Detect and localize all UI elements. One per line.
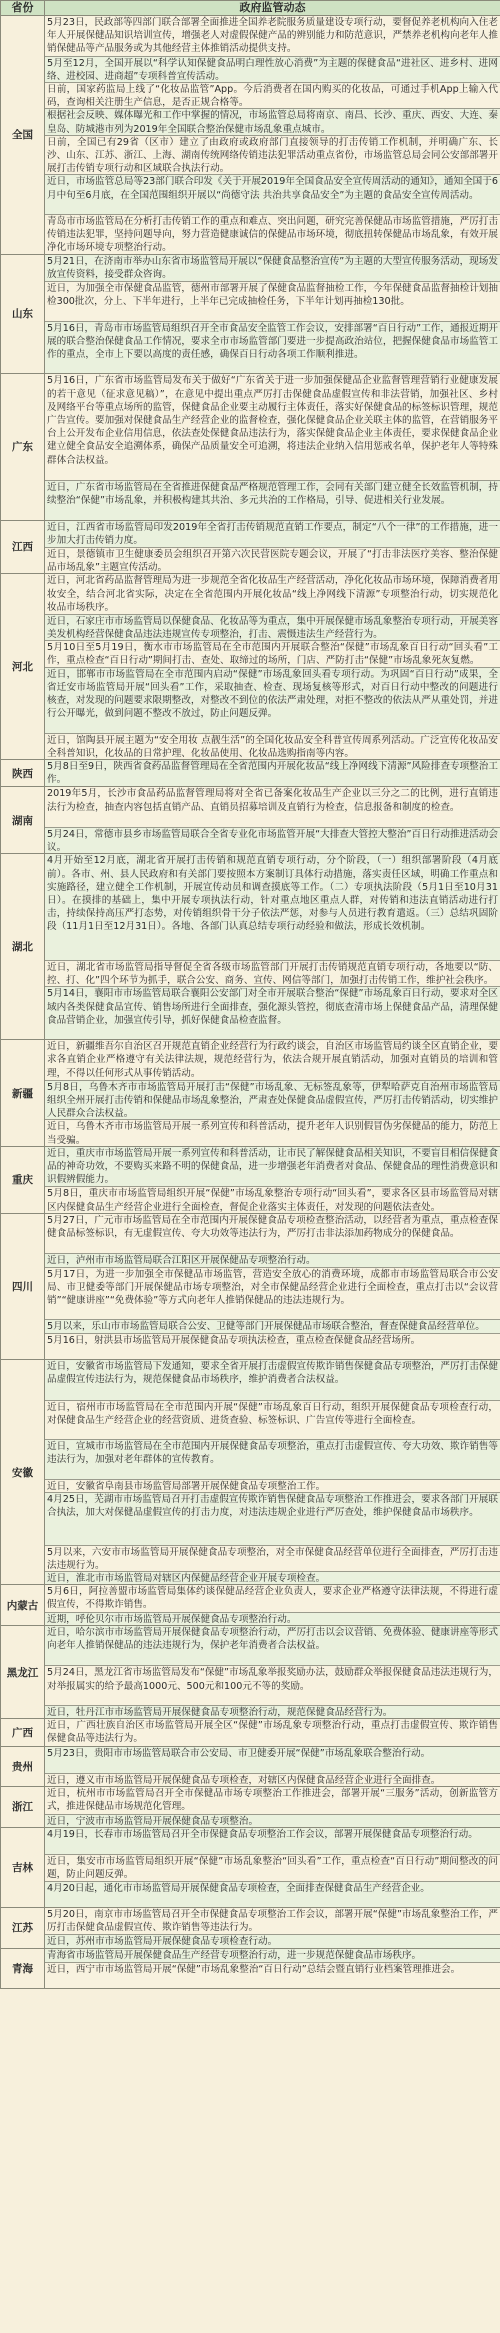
- update-entry: 5月8日，重庆市市场监管局组织开展“保健”市场乱象整治专项行动“回头看”，要求各区县市场监管局对辖区内保健食品生产经营企业进行全面检查，督促企业落实主体责任，对发现的问题依法查处。: [47, 1188, 498, 1213]
- update-entry: 近日，淮北市市场监管局对辖区内保健品经营企业开展专项检查。: [45, 1571, 500, 1584]
- update-entry: 近日，石家庄市市场监管局以保健食品、化妆品等为重点，集中开展保健市场乱象整治专项行动，开展美容美发机构经营保健食品违法违规宣传专项整治，打击、震慑违法生产经营行为。: [47, 615, 498, 641]
- updates-cell: [45, 1787, 500, 1828]
- update-entry: 5月以来，六安市市场监管局开展保健食品专项整治，对全市保健食品经营单位进行全面排查，严厉打击违法违规行为。: [47, 1546, 498, 1571]
- update-entry: 近日，广东省市场监管局在全省推进保健食品严格规范管理工作，会同有关部门建立健全长效监管机制，持续整治“保健”市场乱象，并积极构建其共治、多元共治的工作格局，引导、促进相关行业发展。: [45, 480, 500, 520]
- table-row: [1, 854, 500, 1040]
- updates-cell: [45, 1907, 500, 1948]
- update-entry: 近日，牡丹江市市场监管局开展保健食品专项整治行动，规范保健食品经营行为。: [45, 1705, 500, 1718]
- update-entry: 近日，集安市市场监管局组织开展“保健”市场乱象整治“回头看”工作，重点检查“百日行动”期间整改的问题，防止问题反弹。: [47, 1856, 498, 1881]
- update-entry: 近日，市场监管总局等23部门联合印发《关于开展2019年全国食品安全宣传周活动的通知》，通知全国于6月中旬至6月底，在全国范围组织开展以“尚德守法 共治共享食品安全”为主题的食品安全宣传周活动。: [45, 174, 500, 214]
- table-row: [1, 1625, 500, 1718]
- update-entry: 近日，杭州市市场监管局召开全市保健品市场专项整治工作推进会，部署开展“三服务”活动，创新监管方式，推进保健品市场规范化管理。: [47, 1788, 498, 1813]
- updates-cell: [45, 16, 500, 255]
- updates-cell: [45, 1040, 500, 1147]
- province-cell: 青海: [1, 1948, 45, 1989]
- updates-cell: [45, 254, 500, 374]
- province-cell: 重庆: [1, 1146, 45, 1213]
- table-row: [1, 1827, 500, 1907]
- update-entry: 4月20日起，通化市市场监管局开展保健食品专项检查，全面排查保健食品生产经营企业。: [45, 1881, 500, 1907]
- update-entry: 2019年5月，长沙市食品药品监督管理局将对全省已备案化妆品生产企业以三分之二的比例，进行直销违法行为检查，抽查内容包括直销产品、直销员招募培训及直销行为检查，信息报备和制度的检查。: [45, 787, 500, 827]
- updates-cell: [45, 1827, 500, 1907]
- updates-cell: [45, 1359, 500, 1584]
- update-entry: 近日，乌鲁木齐市市场监管局开展一系列宣传和科普活动，提升老年人识别假冒伪劣保健品的能力，防范上当受骗。: [47, 1121, 498, 1146]
- updates-cell: [45, 1625, 500, 1718]
- province-cell: 陕西: [1, 760, 45, 787]
- province-cell: 新疆: [1, 1040, 45, 1147]
- update-entry: 5月16日，青岛市市场监管局组织召开全市食品安全监管工作会议，安排部署“百日行动”工作，通报近期开展的联合整治保健食品工作情况，要求全市市场监管部门要进一步提高政治站位，把握保健食品市场监管工作的重点，全市上下要以高度的责任感，确保百日行动各项工作顺利推进。: [45, 321, 500, 374]
- table-row: [1, 520, 500, 574]
- province-cell: 安徽: [1, 1359, 45, 1584]
- table-row: [1, 254, 500, 374]
- update-entry: 近期，呼伦贝尔市市场监管局开展保健食品专项整治行动。: [45, 1612, 500, 1625]
- update-entry: 青岛市市场监管局在分析打击传销工作的重点和难点、突出问题，研究完善保健品市场监管措施，严厉打击传销违法犯罪，坚持问题导向，努力营造健康诚信的保健品市场环境，彻底扭转保健品市场乱象，有效开展净化市场环境专项整治行动。: [47, 215, 498, 254]
- updates-cell: [45, 520, 500, 574]
- update-entry: 根据社会反映、媒体曝光和工作中掌握的情况，市场监管总局将南京、南昌、长沙、重庆、西安、大连、秦皇岛、防城港市列为2019年全国联合整治保健市场乱象重点城市。: [47, 110, 498, 135]
- update-entry: 近日，宁波市市场监管局开展保健食品专项整治。: [45, 1814, 500, 1827]
- province-header: 省份: [1, 1, 45, 16]
- updates-header: 政府监管动态: [45, 1, 500, 16]
- table-row: [1, 16, 500, 255]
- update-entry: 5月至12月，全国开展以“科学认知保健食品明白理性放心消费”为主题的保健食品“进社区、进乡村、进网络、进校园、进商超”专项科普宣传活动。: [47, 57, 498, 82]
- update-entry: 5月23日，贵阳市市场监管局联合市公安局、市卫健委开展“保健”市场乱象联合整治行动。: [45, 1747, 500, 1773]
- province-cell: 湖南: [1, 787, 45, 854]
- update-entry: 近日，重庆市市场监管局开展一系列宣传和科普活动，让市民了解保健食品相关知识，不要盲目相信保健食品的神奇功效，不要购买来路不明的保健食品，进一步增强老年消费者对食品、保健食品的理性消费意识和识假辨假能力。: [47, 1147, 498, 1186]
- update-entry: 日前，全国已有29省（区市）建立了由政府或政府部门直接领导的打击传销工作机制，并明确广东、长沙、山东、江苏、浙江、上海、湖南传统网络传销违法犯罪活动重点省份，市场监管总局会同公安部部署开展打击传销专项行动和区域联合执法行动。: [47, 136, 498, 175]
- province-cell: 黑龙江: [1, 1625, 45, 1718]
- update-entry: 4月19日，长春市市场监管局召开全市保健食品专项整治工作会议，部署开展保健食品专项整治行动。: [45, 1828, 500, 1854]
- updates-cell: [45, 1146, 500, 1213]
- update-entry: 近日，安徽省阜南县市场监管局部署开展保健食品专项整治工作。: [45, 1479, 500, 1492]
- update-entry: 5月6日，阿拉善盟市场监管局集体约谈保健品经营企业负责人，要求企业严格遵守法律法规，不得进行虚假宣传，不得欺诈销售。: [47, 1586, 498, 1611]
- updates-cell: [45, 1948, 500, 1989]
- table-row: [1, 374, 500, 520]
- update-entry: 近日，西宁市市场监管局开展“保健”市场乱象整治“百日行动”总结会暨直销行业档案管理推进会。: [45, 1962, 500, 1988]
- province-cell: 河北: [1, 574, 45, 760]
- updates-cell: [45, 1585, 500, 1626]
- province-cell: 湖北: [1, 854, 45, 1040]
- update-entry: 近日，宿州市市场监管局在全市范围内开展“保健”市场乱象百日行动，组织开展保健食品专项检查行动，对保健食品生产经营企业的经营资质、进货查验、标签标识、广告宣传等进行全面检查。: [45, 1400, 500, 1440]
- province-cell: 江西: [1, 520, 45, 574]
- update-entry: 近日，苏州市市场监管局开展保健食品专项检查行动。: [45, 1934, 500, 1947]
- table-row: [1, 1907, 500, 1948]
- table-row: [1, 1746, 500, 1787]
- table-row: [1, 760, 500, 787]
- province-cell: 江苏: [1, 1907, 45, 1948]
- update-entry: 5月23日，民政部等四部门联合部署全面推进全国养老院服务质量建设专项行动，要督促养老机构向入住老年人开展保健品知识培训宣传，增强老人对虚假保健产品的辨别能力和防范意识，严禁养老机构向老年人推销保健品等产品服务或为其他经营主体推销活动提供支持。: [47, 17, 498, 55]
- update-entry: 近日，广西壮族自治区市场监管局开展全区“保健”市场乱象专项整治行动，重点打击虚假宣传、欺诈销售保健食品等违法行为。: [47, 1720, 498, 1745]
- update-entry: 近日，泸州市市场监管局联合江阳区开展保健品专项整治行动。: [45, 1253, 500, 1266]
- update-entry: 近日，馆陶县开展主题为“安全用妆 点靓生活”的全国化妆品安全科普宣传周系列活动。广泛宣传化妆品安全科普知识，化妆品的日常护理、化妆品使用、化妆品选购指南等内容。: [47, 734, 498, 759]
- update-entry: 5月16日，广东省市场监管局发布关于做好“广东省关于进一步加强保健品企业监督管理营销行业健康发展的若干意见（征求意见稿）”，在意见中提出重点严厉打击保健食品虚假宣传和非法营销，加强社区、乡村及网络平台等重点场所的监管，保健食品企业要主动履行主体责任，落实好保健食品的标签标识管理，规范广告宣传。要加强对保健食品生产经营企业的监督检查，强化保健食品企业关联主体的监管，在营销服务平台上公开发布企业信用信息，依法查处保健食品违法行为，落实保健食品企业主体责任，要求保健食品企业建立健全食品安全追溯体系，确保产品质量安全可追溯，将违法企业纳入信用惩戒名单，保护老年人等特殊群体合法权益。: [45, 374, 500, 480]
- update-entry: 近日，江西省市场监管局印发2019年全省打击传销规范直销工作要点，制定“八个一律”的工作措施，进一步加大打击传销力度。: [47, 521, 498, 546]
- table-row: [1, 1146, 500, 1213]
- update-entry: 5月24日，常德市县乡市场监管局联合全省专业化市场监管开展“大排查大管控大整治”百日行动推进活动会议。: [47, 829, 498, 854]
- table-row: [1, 1585, 500, 1626]
- updates-cell: [45, 374, 500, 520]
- update-entry: 青海省市场监管局开展保健食品生产经营专项整治行动，进一步规范保健食品市场秩序。: [45, 1949, 500, 1962]
- table-row: [1, 1040, 500, 1147]
- update-entry: 近日，湖北省市场监管局指导督促全省各级市场监管部门开展打击传销规范直销专项行动，各地要以“防、控、打、化”四个环节为抓手，联合公安、商务、宣传、网信等部门，加强打击传销工作，维护社会秩序。: [47, 962, 498, 987]
- update-entry: 近日，为加强全市保健食品监管，德州市部署开展了保健食品监督抽检工作，今年保健食品监督抽检计划抽检300批次，分上、下半年进行，上半年已完成抽检任务，下半年计划再抽检130批。: [45, 281, 500, 321]
- updates-cell: [45, 1746, 500, 1787]
- update-entry: 近日，邯郸市市场监管局在全市范围内启动“保健”市场乱象回头看专项行动。为巩固“百日行动”成果，全省迁安市场监管局开展“回头看”工作，采取抽查、检查、现场复核等形式，对百日行动中整改的问题进行核查，对发现的问题要求限期整改，对整改不到位的依法严肃处理，对拒不整改的依法从严从重处罚，并进行公开曝光，做到问题不整改不放过，防止问题反弹。: [45, 667, 500, 733]
- update-entry: 5月16日，射洪县市场监管局开展保健食品专项执法检查，重点检查保健食品经营场所。: [45, 1333, 500, 1359]
- update-entry: 近日，宣城市市场监管局在全市范围内开展保健食品专项整治，重点打击虚假宣传、夸大功效、欺诈销售等违法行为，加强对老年群体的宣传教育。: [45, 1439, 500, 1479]
- table-row: [1, 787, 500, 854]
- update-entry: 近日，哈尔滨市市场监管局开展保健食品专项整治行动，严厉打击以会议营销、免费体验、健康讲座等形式向老年人推销保健品的违法违规行为，保护老年消费者合法权益。: [45, 1626, 500, 1666]
- update-entry: 近日，新疆维吾尔自治区召开规范直销企业经营行为行政约谈会，自治区市场监管局约谈全区直销企业，要求各直销企业严格遵守有关法律法规，规范经营行为，依法合规开展直销活动，加强对直销员的培训和管理，不得以任何形式从事传销活动。: [47, 1041, 498, 1079]
- province-cell: 浙江: [1, 1787, 45, 1828]
- updates-cell: [45, 787, 500, 854]
- province-cell: 内蒙古: [1, 1585, 45, 1626]
- table-row: [1, 1787, 500, 1828]
- updates-cell: [45, 1719, 500, 1746]
- update-entry: 5月以来，乐山市市场监管局联合公安、卫健等部门开展保健品市场联合整治，督查保健食品经营单位。: [45, 1319, 500, 1332]
- update-entry: 5月10日至5月19日，衡水市市场监管局在全市范围内开展联合整治“保健”市场乱象百日行动“回头看”工作，重点检查“百日行动”期间打击、查处、取缔过的场所，门店、严防打击“保健”市场乱象死灰复燃。: [47, 642, 498, 667]
- header-row: [1, 1, 500, 16]
- province-cell: 山东: [1, 254, 45, 374]
- province-cell: 吉林: [1, 1827, 45, 1907]
- table-row: [1, 1948, 500, 1989]
- update-entry: 日前，国家药监局上线了“化妆品监管”App。今后消费者在国内购买的化妆品，可通过手机App上输入代码，查询相关注册生产信息，是否正规合格等。: [47, 83, 498, 109]
- province-cell: 四川: [1, 1213, 45, 1359]
- table-row: [1, 574, 500, 760]
- update-entry: 近日，河北省药品监督管理局为进一步规范全省化妆品生产经营活动，净化化妆品市场环境，保障消费者用妆安全，结合河北省实际，决定在全省范围内开展化妆品“线上净网线下清源”专项整治行动，切实规范化妆品市场秩序。: [47, 575, 498, 613]
- updates-cell: [45, 574, 500, 760]
- updates-cell: [45, 760, 500, 787]
- update-entry: 近日，安徽省市场监管局下发通知，要求全省开展打击虚假宣传欺诈销售保健食品专项整治，严厉打击保健品虚假宣传违法行为，规范保健食品市场秩序，维护消费者合法权益。: [45, 1360, 500, 1400]
- province-cell: 贵州: [1, 1746, 45, 1787]
- table-row: [1, 1213, 500, 1359]
- update-entry: 5月21日，在济南市举办山东省市场监管局开展以“保健食品整治宣传”为主题的大型宣传服务活动，现场发放宣传资料，接受群众咨询。: [47, 255, 498, 280]
- update-entry: 5月17日，为进一步加强全市保健品市场监管，营造安全放心的消费环境，成都市市场监管局联合市公安局、市卫健委等部门开展保健品市场专项整治，对全市保健品经营企业进行全面检查，重点打击以“会议营销”“健康讲座”“免费体验”等方式向老年人推销保健品的违法违规行为。: [45, 1267, 500, 1320]
- update-entry: 近日，遵义市市场监管局开展保健食品专项检查，对辖区内保健食品经营企业进行全面排查。: [45, 1773, 500, 1786]
- table-row: [1, 1719, 500, 1746]
- updates-cell: [45, 1213, 500, 1359]
- table-body: [1, 16, 500, 1989]
- update-entry: 5月8日，乌鲁木齐市市场监管局开展打击“保健”市场乱象、无标签乱象等，伊犁哈萨克自治州市场监管局组织全州开展打击传销和保健品市场乱象整治，严肃查处保健食品虚假宣传，严厉打击传销活动，切实维护人民群众合法权益。: [47, 1081, 498, 1120]
- update-entry: 5月8日至9日，陕西省食药品监督管理局在全省范围内开展化妆品“线上净网线下清源”风险排查专项整治工作。: [47, 761, 498, 786]
- update-entry: 4月25日，芜湖市市场监管局召开打击虚假宣传欺诈销售保健食品专项整治工作推进会，要求各部门开展联合执法，加大对保健品虚假宣传的打击力度，对违法违规企业进行严厉查处，维护保健食品市场秩序。: [45, 1492, 500, 1545]
- update-entry: 近日，景德镇市卫生健康委员会组织召开第六次民营医院专题会议，开展了“打击非法医疗美容、整治保健品市场乱象”主题宣传活动。: [47, 548, 498, 574]
- update-entry: 5月14日，襄阳市市场监管局联合襄阳公安部门对全市开展联合整治“保健”市场乱象百日行动，要求对全区域内各类保健食品宣传、销售场所进行全面排查，强化源头管控，彻底查清市场上保健食品产品，清理保健食品营销企业，加强宣传引导，抓好保健食品检查监督。: [45, 986, 500, 1039]
- province-cell: 全国: [1, 16, 45, 255]
- updates-cell: [45, 854, 500, 1040]
- province-cell: 广西: [1, 1719, 45, 1746]
- table-row: [1, 1359, 500, 1584]
- province-cell: 广东: [1, 374, 45, 520]
- update-entry: 4月开始至12月底，湖北省开展打击传销和规范直销专项行动，分个阶段，（一）组织部署阶段（4月底前）。各市、州、县人民政府和有关部门要按照本方案制订具体行动措施，落实责任区域，明确工作重点和实施路径，建立健全工作机制，开展宣传动员和调查摸底等工作。（二）专项执法阶段（5月1日至10月31日）。在摸排的基础上，集中开展专项执法行动，针对重点地区重点人群，对传销和违法直销活动进行打击，持续保持高压严打态势，对传销组织骨干分子依法严惩，对参与人员进行教育遣返。（三）总结巩固阶段（11月1日至12月31日）。各地、各部门认真总结专项行动经验和做法，形成长效机制。: [45, 854, 500, 960]
- update-entry: 5月20日，南京市市场监管局召开全市保健食品专项整治工作会议，部署开展“保健”市场乱象整治工作，严厉打击保健食品虚假宣传、欺诈销售等违法行为。: [47, 1908, 498, 1934]
- update-entry: 5月24日，黑龙江省市场监管局发布“保健”市场乱象举报奖励办法，鼓励群众举报保健食品违法违规行为，对举报属实的给予最高1000元、500元和100元不等的奖励。: [45, 1665, 500, 1705]
- update-entry: 5月27日，广元市市场监管局在全市范围内开展保健食品专项检查整治活动，以经营者为重点，重点检查保健食品标签标识，有无虚假宣传、夸大功效等违法行为，严厉打击非法添加药物成分的保健食品。: [45, 1214, 500, 1254]
